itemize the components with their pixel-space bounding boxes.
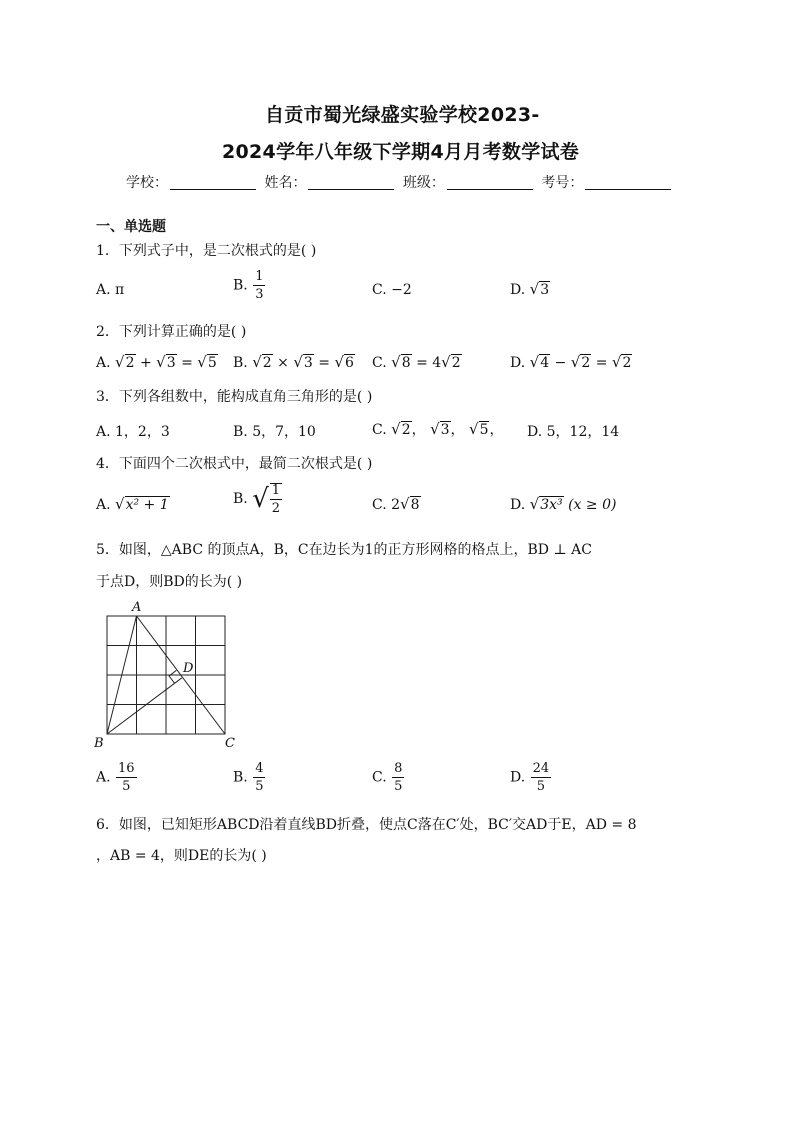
q6-stem-line1: 6．如图，已知矩形ABCD沿着直线BD折叠，使点C落在C′处，BC′交AD于E，AD = 8: [96, 817, 637, 833]
q3-stem: 3．下列各组数中，能构成直角三角形的是( ): [96, 389, 373, 405]
label-c: C: [225, 736, 235, 750]
right-angle-mark: [169, 670, 176, 683]
student-info-row: [126, 172, 675, 192]
label-d: D: [183, 661, 194, 676]
section-title: 一、单选题: [96, 219, 166, 235]
q4-option-d: D. √3x³ (x ≥ 0): [510, 495, 617, 513]
exam-number-label: 考号：: [541, 175, 584, 191]
q3-option-d: D. 5，12，14: [527, 424, 620, 440]
q2-option-c: C. √8 = 4√2: [372, 353, 461, 371]
q5-option-b: B. $\frac{4}{5}$: [233, 761, 264, 794]
sqrt: √3: [529, 280, 550, 298]
exam-number-blank: [585, 175, 671, 190]
school-blank: [170, 175, 256, 190]
q4-option-b: B. √ $\frac{1}{2}$: [233, 483, 281, 516]
name-blank: [308, 175, 394, 190]
name-label: 姓名：: [264, 175, 307, 191]
school-label: 学校：: [126, 175, 168, 191]
q4-option-c: C. 2√8: [372, 495, 420, 513]
class-blank: [447, 175, 533, 190]
q2-option-d: D. √4 − √2 = √2: [510, 353, 632, 371]
q2-stem: 2．下列计算正确的是( ): [96, 324, 247, 340]
q1-stem: 1．下列式子中，是二次根式的是( ): [96, 243, 317, 259]
q1-option-a: A. π: [96, 282, 125, 298]
q3-option-c: C. √2， √3， √5，: [372, 420, 504, 438]
q5-option-d: D. $\frac{24}{5}$: [510, 761, 550, 794]
q3-option-a: A. 1，2，3: [96, 424, 170, 440]
q1-option-b: B. $\frac{1}{3}$: [233, 269, 264, 302]
exam-title-line1: 自贡市蜀光绿盛实验学校2023-: [265, 104, 540, 126]
exam-title-line2: 2024学年八年级下学期4月月考数学试卷: [222, 141, 580, 163]
label-a: A: [132, 600, 142, 615]
label-b: B: [94, 736, 104, 750]
q4-stem: 4．下面四个二次根式中，最简二次根式是( ): [96, 456, 373, 472]
q5-grid-figure: [94, 598, 244, 750]
segment-bd: [107, 678, 182, 734]
q5-option-a: A. $\frac{16}{5}$: [96, 761, 135, 794]
q1-option-c: C. −2: [372, 282, 412, 298]
q6-stem-line2: ，AB = 4，则DE的长为( ): [96, 848, 267, 864]
q3-option-b: B. 5，7，10: [233, 424, 316, 440]
q5-stem-line1: 5．如图，△ABC 的顶点A，B，C在边长为1的正方形网格的格点上，BD ⊥ AC: [96, 542, 592, 558]
q5-option-c: C. $\frac{8}{5}$: [372, 761, 403, 794]
q4-option-a: A. √x² + 1: [96, 495, 169, 513]
q5-stem-line2: 于点D，则BD的长为( ): [96, 574, 243, 590]
q2-option-b: B. √2 × √3 = √6: [233, 353, 354, 371]
q2-option-a: A. √2 + √3 = √5: [96, 353, 217, 371]
fraction: $\frac{1}{3}$: [255, 269, 264, 302]
class-label: 班级：: [402, 175, 445, 191]
q1-option-d: D. √3: [510, 280, 550, 298]
